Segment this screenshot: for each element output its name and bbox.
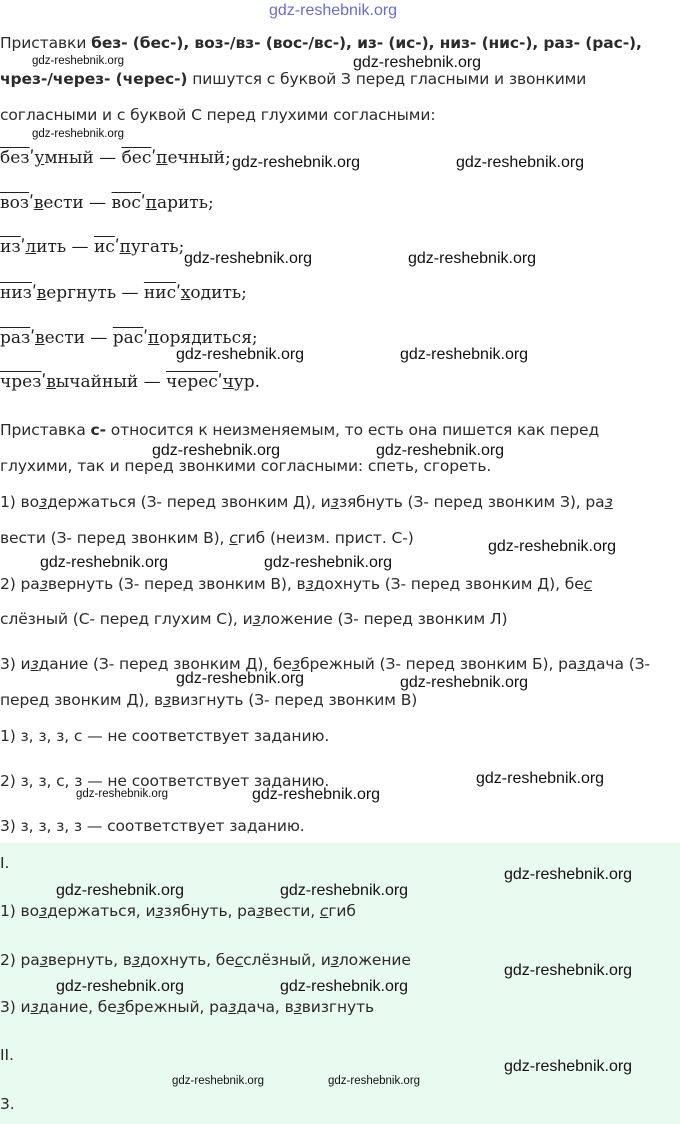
watermark: gdz-reshebnik.org xyxy=(40,554,169,571)
watermark: gdz-reshebnik.org xyxy=(32,55,125,67)
roman-one: I. xyxy=(0,854,10,872)
analysis-line: слёзный (С- перед глухим С), изложение (З- перед звонким Л) xyxy=(0,610,508,628)
watermark: gdz-reshebnik.org xyxy=(280,978,409,995)
example-row: низʹвергнуть — нисʹходить; xyxy=(0,283,247,303)
watermark: gdz-reshebnik.org xyxy=(56,978,185,995)
example-row: возʹвести — восʹпарить; xyxy=(0,193,214,213)
watermark: gdz-reshebnik.org xyxy=(400,346,529,363)
watermark: gdz-reshebnik.org xyxy=(408,250,537,267)
watermark: gdz-reshebnik.org xyxy=(56,882,185,899)
watermark-top: gdz-reshebnik.org xyxy=(269,2,398,19)
intro-line-3: согласными и с буквой С перед глухими согласными: xyxy=(0,106,436,124)
watermark: gdz-reshebnik.org xyxy=(252,786,381,803)
watermark: gdz-reshebnik.org xyxy=(172,1075,265,1087)
watermark: gdz-reshebnik.org xyxy=(353,54,482,71)
analysis-line: перед звонким Д), взвизгнуть (З- перед звонким В) xyxy=(0,691,418,709)
answer-row-2: 2) развернуть, вздохнуть, бесслёзный, изложение xyxy=(0,951,411,969)
option-3: 3) з, з, з, з — соответствует заданию. xyxy=(0,817,305,835)
watermark: gdz-reshebnik.org xyxy=(32,128,125,140)
analysis-line: 1) воздержаться (З- перед звонким Д), иззябнуть (З- перед звонким З), раз xyxy=(0,493,613,511)
option-2: 2) з, з, с, з — не соответствует заданию. xyxy=(0,772,330,790)
intro-line-2: чрез-/через- (черес-) пишутся с буквой З перед гласными и звонкими xyxy=(0,70,587,88)
analysis-line: 2) развернуть (З- перед звонким В), вздохнуть (З- перед звонким Д), бес xyxy=(0,575,593,593)
option-1: 1) з, з, з, с — не соответствует заданию. xyxy=(0,727,330,745)
watermark: gdz-reshebnik.org xyxy=(376,442,505,459)
watermark: gdz-reshebnik.org xyxy=(76,788,169,800)
example-row: разʹвести — расʹпорядиться; xyxy=(0,328,258,348)
roman-two: II. xyxy=(0,1046,14,1064)
intro-line-1: Приставки без- (бес-), воз-/вз- (вос-/вс-), из- (ис-), низ- (нис-), раз- (рас-), xyxy=(0,34,642,52)
watermark: gdz-reshebnik.org xyxy=(280,882,409,899)
watermark: gdz-reshebnik.org xyxy=(476,770,605,787)
watermark: gdz-reshebnik.org xyxy=(504,962,633,979)
answer-row-3: 3) издание, безбрежный, раздача, взвизгнуть xyxy=(0,998,375,1016)
s-prefix-line-1: Приставка с- относится к неизменяемым, то есть она пишется как перед xyxy=(0,421,600,439)
answer-three: 3. xyxy=(0,1095,15,1113)
example-row: безʹумный — бесʹпечный; xyxy=(0,148,231,168)
s-prefix-line-2: глухими, так и перед звонкими согласными: спеть, сгореть. xyxy=(0,457,492,475)
watermark: gdz-reshebnik.org xyxy=(176,346,305,363)
watermark: gdz-reshebnik.org xyxy=(400,674,529,691)
watermark: gdz-reshebnik.org xyxy=(176,670,305,687)
example-row: чрезʹвычайный — чересʹчур. xyxy=(0,372,261,392)
watermark: gdz-reshebnik.org xyxy=(152,442,281,459)
watermark: gdz-reshebnik.org xyxy=(504,1058,633,1075)
watermark: gdz-reshebnik.org xyxy=(232,154,361,171)
watermark: gdz-reshebnik.org xyxy=(504,866,633,883)
analysis-line: 3) издание (З- перед звонким Д), безбрежный (З- перед звонким Б), раздача (З- xyxy=(0,655,650,673)
watermark: gdz-reshebnik.org xyxy=(456,154,585,171)
answer-row-1: 1) воздержаться, иззябнуть, развести, сгиб xyxy=(0,902,356,920)
example-row: изʹлить — исʹпугать; xyxy=(0,237,185,257)
watermark: gdz-reshebnik.org xyxy=(328,1075,421,1087)
analysis-line: вести (З- перед звонким В), сгиб (неизм. прист. С-) xyxy=(0,529,414,547)
watermark: gdz-reshebnik.org xyxy=(184,250,313,267)
watermark: gdz-reshebnik.org xyxy=(264,554,393,571)
watermark: gdz-reshebnik.org xyxy=(488,538,617,555)
